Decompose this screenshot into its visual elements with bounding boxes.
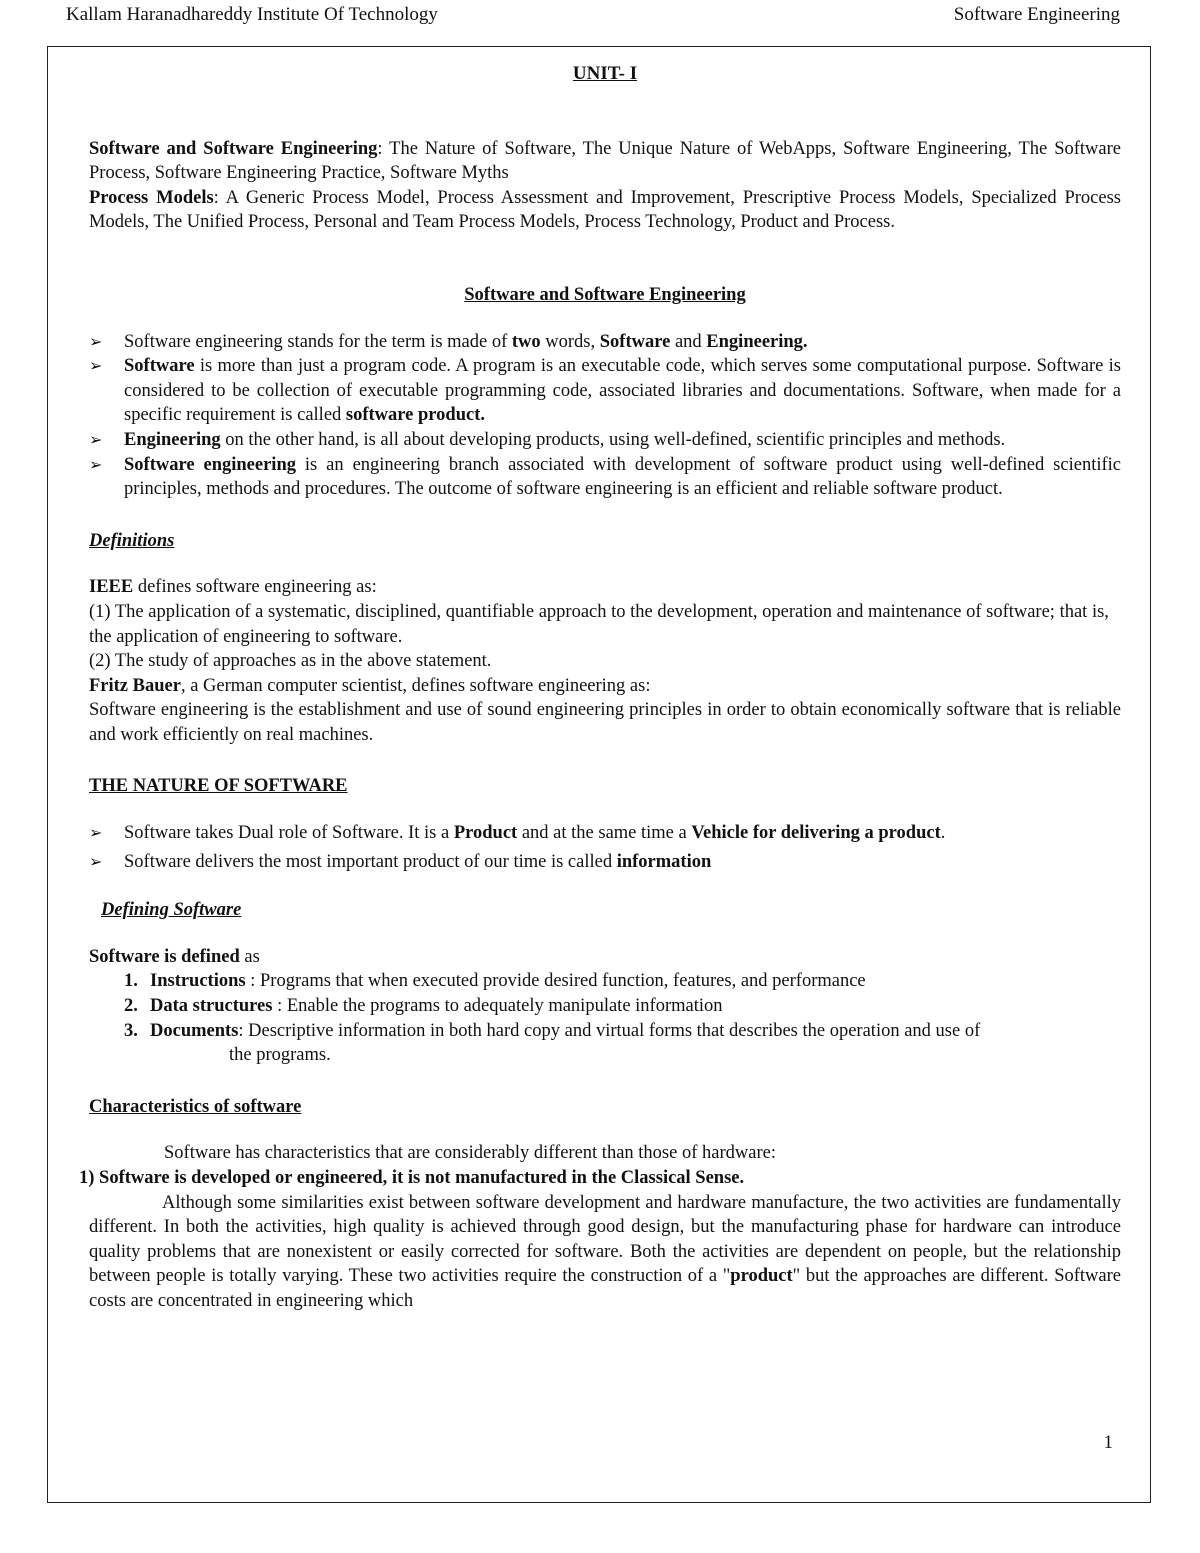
characteristics-paragraph: Although some similarities exist between software development and hardware manufacture, the two activities are fundamentally different. In both the activities, high quality is achieved through good design, but the manufacturing phase for hardware can introduce quality problems that are nonexistent or easily corrected for software. Both the activities are dependent on people, but the relationship between people is totally varying. These two activities require the construction of a "product" but the approaches are different. Software costs are concentrated in engineering which [89,1192,1121,1311]
list-item: ➢ Software takes Dual role of Software. It is a Product and at the same time a Vehicle for delivering a product. [89,821,1121,846]
header-subject: Software Engineering [953,4,1120,25]
ieee-intro: IEEE defines software engineering as: [89,577,377,598]
syllabus-pm-label: Process Models [89,187,214,208]
sse-bullet-list [89,330,1121,502]
documents-continuation: the programs. [229,1045,331,1066]
ieee-definition-1: (1) The application of a systematic, disciplined, quantifiable approach to the development, operation and maintenance of software; that is, the application of engineering to software. [89,601,1109,647]
list-item: 1. Instructions : Programs that when executed provide desired function, features, and performance [124,971,866,992]
defining-software-title: Defining Software [101,900,242,921]
list-item: ➢ Software is more than just a program code. A program is an executable code, which serves some computational purpose. Software is considered to be collection of executable programming code, associated libraries and documentations. Software, when made for a specific requirement is called software product. [89,354,1121,428]
page-content [79,62,1121,1314]
list-item: ➢ Engineering on the other hand, is all about developing products, using well-defined, scientific principles and methods. [89,428,1121,453]
nature-bullet-list [89,821,1121,874]
nature-title: THE NATURE OF SOFTWARE [89,776,348,797]
syllabus-sse-text: : The Nature of Software, The Unique Nature of WebApps, Software Engineering, The Software Process, Software Engineering Practice, Software Myths [89,138,1121,184]
list-item: 3. Documents: Descriptive information in both hard copy and virtual forms that describes the operation and use of [124,1020,981,1041]
syllabus-sse-label: Software and Software Engineering [89,138,378,159]
characteristics-point-1: 1) Software is developed or engineered, it is not manufactured in the Classical Sense. [79,1168,745,1188]
characteristics-intro: Software has characteristics that are considerably different than those of hardware: [164,1143,776,1164]
defining-list [89,969,1121,1043]
defining-intro: Software is defined as [89,946,260,967]
list-item: 2. Data structures : Enable the programs to adequately manipulate information [124,996,723,1017]
ieee-definition-2: (2) The study of approaches as in the above statement. [89,651,492,672]
fritz-intro: Fritz Bauer, a German computer scientist, defines software engineering as: [89,675,651,696]
definitions-title: Definitions [89,530,175,551]
characteristics-title: Characteristics of software [89,1096,302,1117]
list-item: ➢ Software engineering stands for the term is made of two words, Software and Engineering. [89,330,1121,355]
syllabus-pm [89,186,1121,235]
fritz-definition: Software engineering is the establishment and use of sound engineering principles in order to obtain economically software that is reliable and work efficiently on real machines. [89,700,1121,745]
header-institute: Kallam Haranadhareddy Institute Of Technology [66,4,438,25]
syllabus-pm-text: : A Generic Process Model, Process Assessment and Improvement, Prescriptive Process Models, Specialized Process Models, The Unified Process, Personal and Team Process Models, Process Technology, Product and Process. [89,187,1121,233]
page-number: 1 [1103,1432,1113,1453]
section-title-sse: Software and Software Engineering [464,284,746,305]
syllabus-sse [89,137,1121,186]
list-item: ➢ Software engineering is an engineering branch associated with development of software product using well-defined scientific principles, methods and procedures. The outcome of software engineering is an efficient and reliable software product. [89,453,1121,502]
list-item: ➢ Software delivers the most important product of our time is called information [89,850,1121,875]
unit-title: UNIT- I [572,63,638,84]
